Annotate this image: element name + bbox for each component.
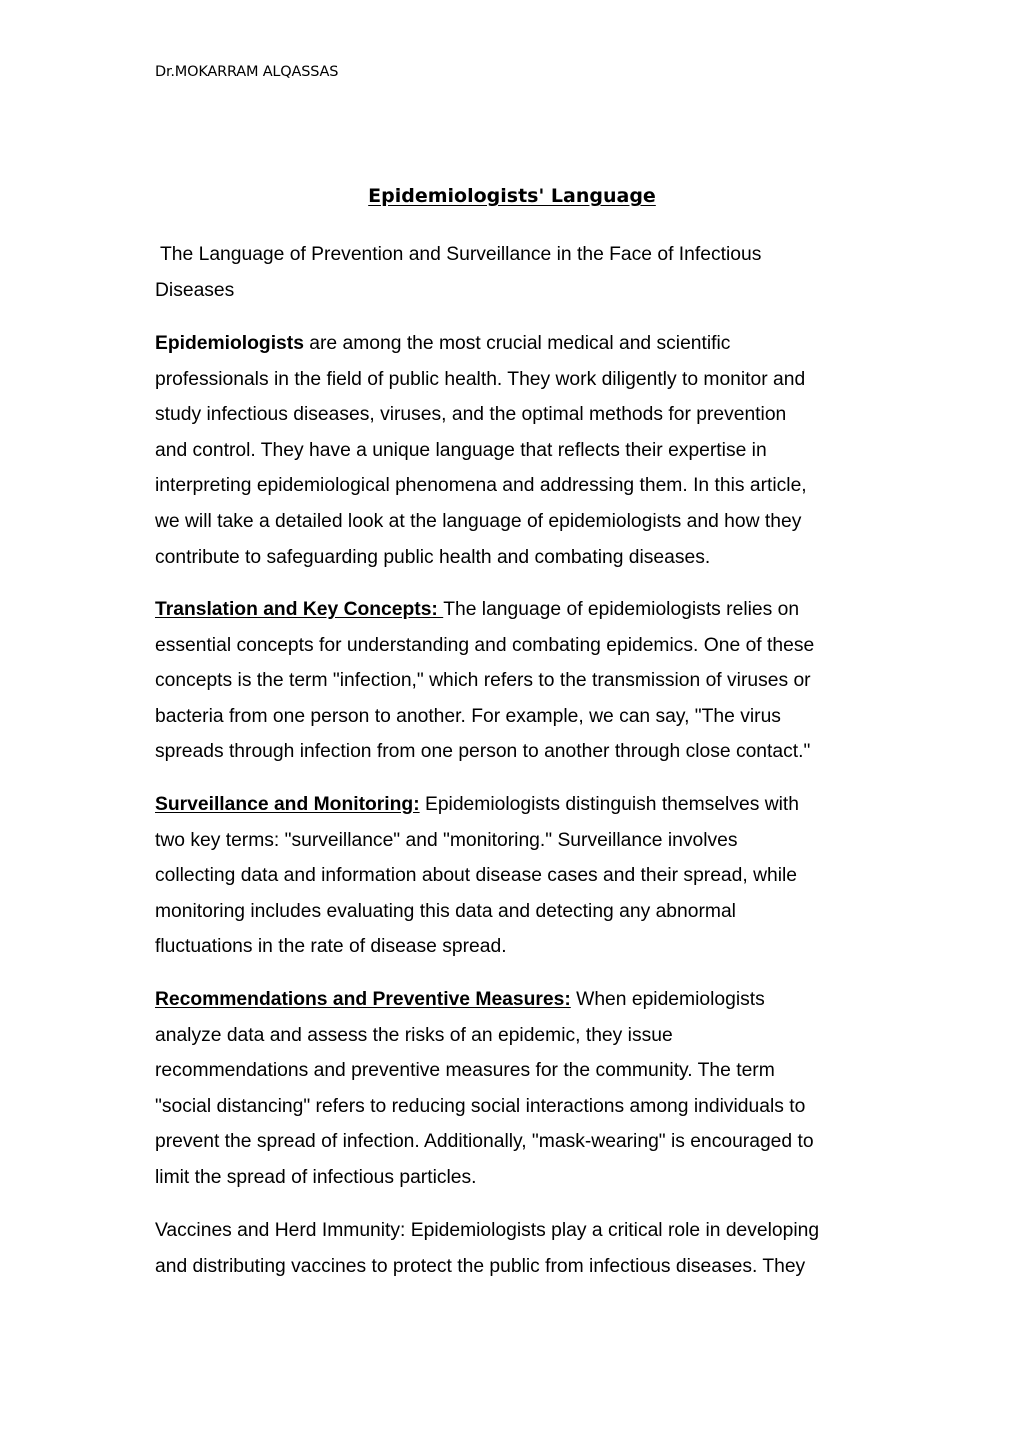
subtitle	[155, 237, 871, 308]
paragraph-vaccines	[155, 1213, 871, 1284]
paragraph-translation	[155, 592, 871, 770]
paragraph-line: two key terms: "surveillance" and "monitoring." Surveillance involves	[155, 829, 738, 851]
section-heading: Recommendations and Preventive Measures:	[155, 989, 571, 1010]
paragraph-line: professionals in the field of public health. They work diligently to monitor and	[155, 368, 806, 390]
paragraph-line: prevent the spread of infection. Additionally, "mask-wearing" is encouraged to	[155, 1131, 814, 1153]
author-header: Dr.MOKARRAM ALQASSAS	[155, 64, 339, 80]
paragraph-line: we will take a detailed look at the language of epidemiologists and how they	[155, 510, 802, 532]
paragraph-line: collecting data and information about disease cases and their spread, while	[155, 865, 798, 887]
paragraph-line: recommendations and preventive measures for the community. The term	[155, 1060, 775, 1082]
section-heading: Translation and Key Concepts:	[155, 599, 444, 620]
paragraph-line	[155, 982, 871, 1018]
line-text: are among the most crucial medical and scientific	[303, 333, 731, 354]
line-text: When epidemiologists	[570, 989, 765, 1010]
paragraph-line: spreads through infection from one person to another through close contact."	[155, 741, 811, 763]
paragraph-line: "social distancing" refers to reducing social interactions among individuals to	[155, 1095, 806, 1117]
paragraph-line: Vaccines and Herd Immunity: Epidemiologists play a critical role in developing	[155, 1220, 820, 1241]
paragraph-line: study infectious diseases, viruses, and the optimal methods for prevention	[155, 404, 787, 426]
paragraph-intro	[155, 326, 871, 575]
paragraph-recommendations	[155, 982, 871, 1196]
line-text: Epidemiologists distinguish themselves with	[419, 794, 799, 815]
paragraph-line: limit the spread of infectious particles.	[155, 1166, 477, 1188]
line-text: The language of epidemiologists relies on	[443, 599, 800, 620]
paragraph-line	[155, 326, 871, 362]
lead-term: Epidemiologists	[155, 333, 304, 354]
paragraph-line: concepts is the term "infection," which refers to the transmission of viruses or	[155, 670, 811, 692]
subtitle-line: The Language of Prevention and Surveillance in the Face of Infectious	[155, 244, 762, 265]
paragraph-line: and distributing vaccines to protect the public from infectious diseases. They	[155, 1255, 806, 1277]
paragraph-line: and control. They have a unique language that reflects their expertise in	[155, 439, 767, 461]
paragraph-line: analyze data and assess the risks of an epidemic, they issue	[155, 1024, 673, 1046]
paragraph-line: contribute to safeguarding public health and combating diseases.	[155, 546, 711, 568]
paragraph-line: fluctuations in the rate of disease spread.	[155, 936, 507, 958]
paragraph-surveillance	[155, 787, 871, 965]
paragraph-line: monitoring includes evaluating this data and detecting any abnormal	[155, 900, 736, 922]
paragraph-line	[155, 592, 871, 628]
section-heading: Surveillance and Monitoring:	[155, 794, 420, 815]
document-title: Epidemiologists' Language	[368, 185, 656, 207]
paragraph-line: interpreting epidemiological phenomena and addressing them. In this article,	[155, 475, 807, 497]
subtitle-line: Diseases	[155, 279, 235, 301]
paragraph-line: bacteria from one person to another. For example, we can say, "The virus	[155, 705, 781, 727]
paragraph-line	[155, 787, 871, 823]
paragraph-line: essential concepts for understanding and combating epidemics. One of these	[155, 634, 815, 656]
